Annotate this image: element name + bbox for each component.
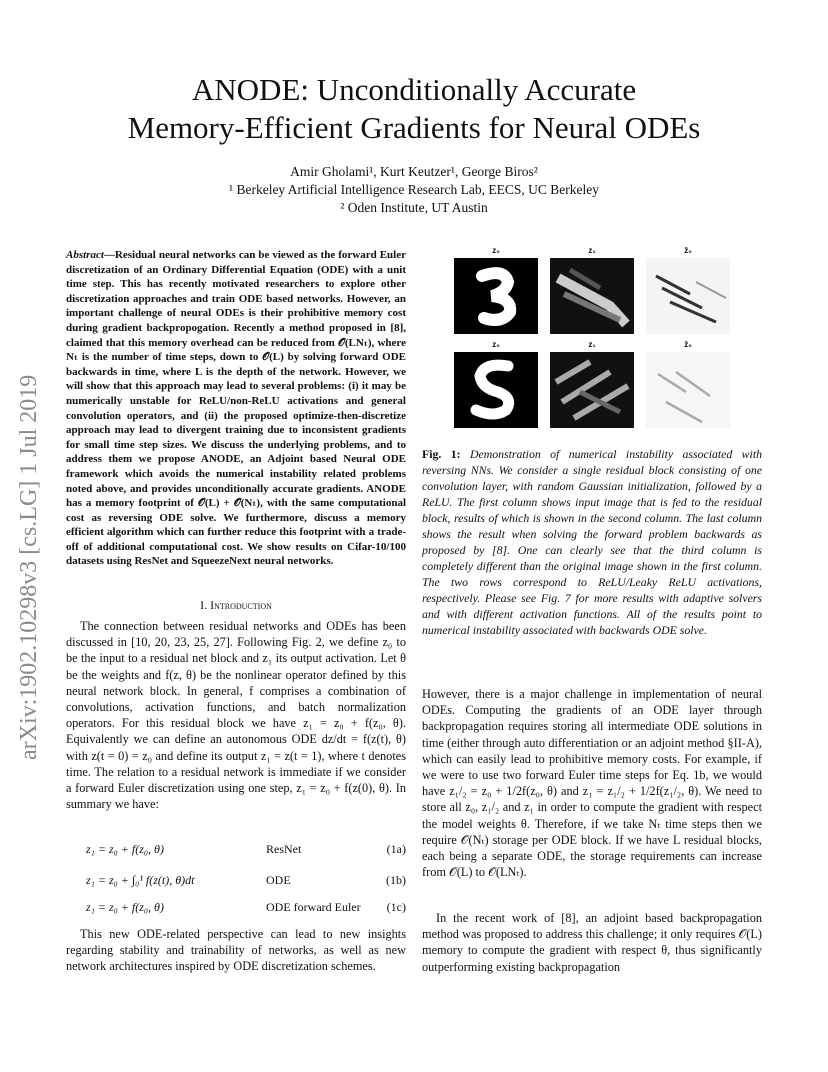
paper-title-line2: Memory-Efficient Gradients for Neural ODEs <box>127 110 701 145</box>
equation-1a-number: (1a) <box>386 842 406 856</box>
fig-label-r1c2: z₁ <box>588 246 596 255</box>
fig-label-r2c3: ẑ₀ <box>684 340 692 349</box>
fig-label-r1c3: ẑ₀ <box>684 246 692 255</box>
equation-1a-label: ResNet <box>266 842 302 856</box>
fig-image-reversed-row2 <box>646 352 730 428</box>
right-paragraph-2: In the recent work of [8], an adjoint based backpropagation method was proposed to address this challenge; it only requires 𝒪(L) memory to compute the gradient with respect θ, thus significantly outperforming existing backpropagation <box>422 911 762 974</box>
author-names: Amir Gholami¹, Kurt Keutzer¹, George Biros² <box>290 164 538 179</box>
fig-label-r2c1: z₀ <box>492 340 500 349</box>
paper-title-line1: ANODE: Unconditionally Accurate <box>191 72 637 107</box>
right-paragraph-1: However, there is a major challenge in implementation of neural ODEs. Computing the gradients of an ODE layer through backpropagation requires storing all intermediate ODE solutions in time (either through auto differentiation or an adjoint method §II-A), which can easily lead to prohibitive memory costs. For example, if we were to use two forward Euler time steps for Eq. 1b, we would have z₁/₂ = z₀ + 1/2f(z₀, θ) and z₁ = z₁/₂ + 1/2f(z₁/₂, θ). We need to store all z₀, z₁/₂ and z₁ in order to compute the gradient with respect the model weights θ. Therefore, if we take Nₜ time steps then we require 𝒪(Nₜ) storage per ODE block. If we have L residual blocks, each being a separate ODE, the storage requirements can increase from 𝒪(L) to 𝒪(LNₜ). <box>422 687 762 880</box>
intro-paragraph-2: This new ODE-related perspective can lead to new insights regarding stability and trainability of networks, as well as new network architectures inspired by ODE discretization schemes. <box>66 927 406 974</box>
abstract-lead: Abstract <box>66 249 104 261</box>
figure-1-grid <box>454 246 730 432</box>
equation-1c-lhs: z₁ = z₀ + f(z₀, θ) <box>86 900 164 914</box>
equation-1b-number: (1b) <box>386 873 406 887</box>
author-block <box>60 163 768 217</box>
intro-paragraph-1: The connection between residual networks and ODEs has been discussed in [10, 20, 23, 25, 27]. Following Fig. 2, we define z₀ to be the input to a residual net block and z₁ its output activation. Let θ be the weights and f(z, θ) be the nonlinear operator defined by this neural network block. In general, f comprises a combination of convolutions, activation functions, and batch normalization operators. For this residual block we have z₁ = z₀ + f(z₀, θ). Equivalently we can define an autonomous ODE dz/dt = f(z(t), θ) with z(t = 0) = z₀ and define its output z₁ = z(t = 1), where t denotes time. The relation to a residual network is immediate if we consider a forward Euler discretization using one step, z₁ = z₀ + f(z(0), θ). In summary we have: <box>66 619 406 812</box>
caption-label: Fig. 1: <box>422 447 461 461</box>
affiliation-1: ¹ Berkeley Artificial Intelligence Research Lab, EECS, UC Berkeley <box>229 182 599 197</box>
arxiv-side-stamp <box>4 308 48 764</box>
fig-image-output-row2 <box>550 352 634 428</box>
figure-1-caption <box>422 446 762 638</box>
equation-1b-label: ODE <box>266 873 291 887</box>
fig-label-r1c1: z₀ <box>492 246 500 255</box>
fig-image-input-row2 <box>454 352 538 428</box>
affiliation-2: ² Oden Institute, UT Austin <box>340 200 488 215</box>
arxiv-stamp-text: arXiv:1902.10298v3 [cs.LG] 1 Jul 2019 <box>16 374 42 760</box>
fig-image-output-row1 <box>550 258 634 334</box>
section-heading-introduction: I. Introduction <box>200 598 272 612</box>
equation-1b-lhs: z₁ = z₀ + ∫₀¹ f(z(t), θ)dt <box>86 873 195 887</box>
fig-label-r2c2: z₁ <box>588 340 596 349</box>
fig-image-reversed-row1 <box>646 258 730 334</box>
abstract <box>66 248 406 569</box>
fig-image-input-row1 <box>454 258 538 334</box>
caption-text: Demonstration of numerical instability associated with reversing NNs. We consider a single residual block consisting of one convolution layer, with random Gaussian initialization, followed by a ReLU. The first column shows input image that is fed to the residual block, results of which is shown in the second column. The last column shows the result when solving the forward problem backwards as proposed by [8]. One can clearly see that the third column is completely different than the original image shown in the first column. The two rows correspond to ReLU/Leaky ReLU activations, respectively. Please see Fig. 7 for more results with adaptive solvers and with different activation functions. All of the results point to numerical instability associated with backwards ODE solve. <box>422 447 763 637</box>
abstract-body: —Residual neural networks can be viewed as the forward Euler discretization of an Ordinary Differential Equation (ODE) with a unit time step. This has recently motivated researchers to explore other discretization approaches and train ODE based networks. However, an important challenge of neural ODEs is their prohibitive memory cost during gradient backpropogation. Recently a method proposed in [8], claimed that this memory overhead can be reduced from 𝒪(LNₜ), where Nₜ is the number of time steps, down to 𝒪(L) by solving forward ODE backwards in time, where L is the depth of the network. However, we will show that this approach may lead to several problems: (i) it may be numerically unstable for ReLU/non-ReLU activations and general convolution operators, and (ii) the proposed optimize-then-discretize approach may lead to divergent training due to inconsistent gradients for small time step sizes. We discuss the underlying problems, and to address them we propose ANODE, an Adjoint based Neural ODE framework which avoids the numerical instability related problems noted above, and provides unconditionally accurate gradients. ANODE has a memory footprint of 𝒪(L) + 𝒪(Nₜ), with the same computational cost as reversing ODE solve. We furthermore, discuss a memory efficient algorithm which can further reduce this footprint with a trade-off of additional computational cost. We show results on Cifar-10/100 datasets using ResNet and SqueezeNext neural networks. <box>66 249 406 568</box>
equation-1a-lhs: z₁ = z₀ + f(z₀, θ) <box>86 842 164 856</box>
equation-1c-number: (1c) <box>386 900 406 914</box>
equation-1c-label: ODE forward Euler <box>266 900 361 914</box>
